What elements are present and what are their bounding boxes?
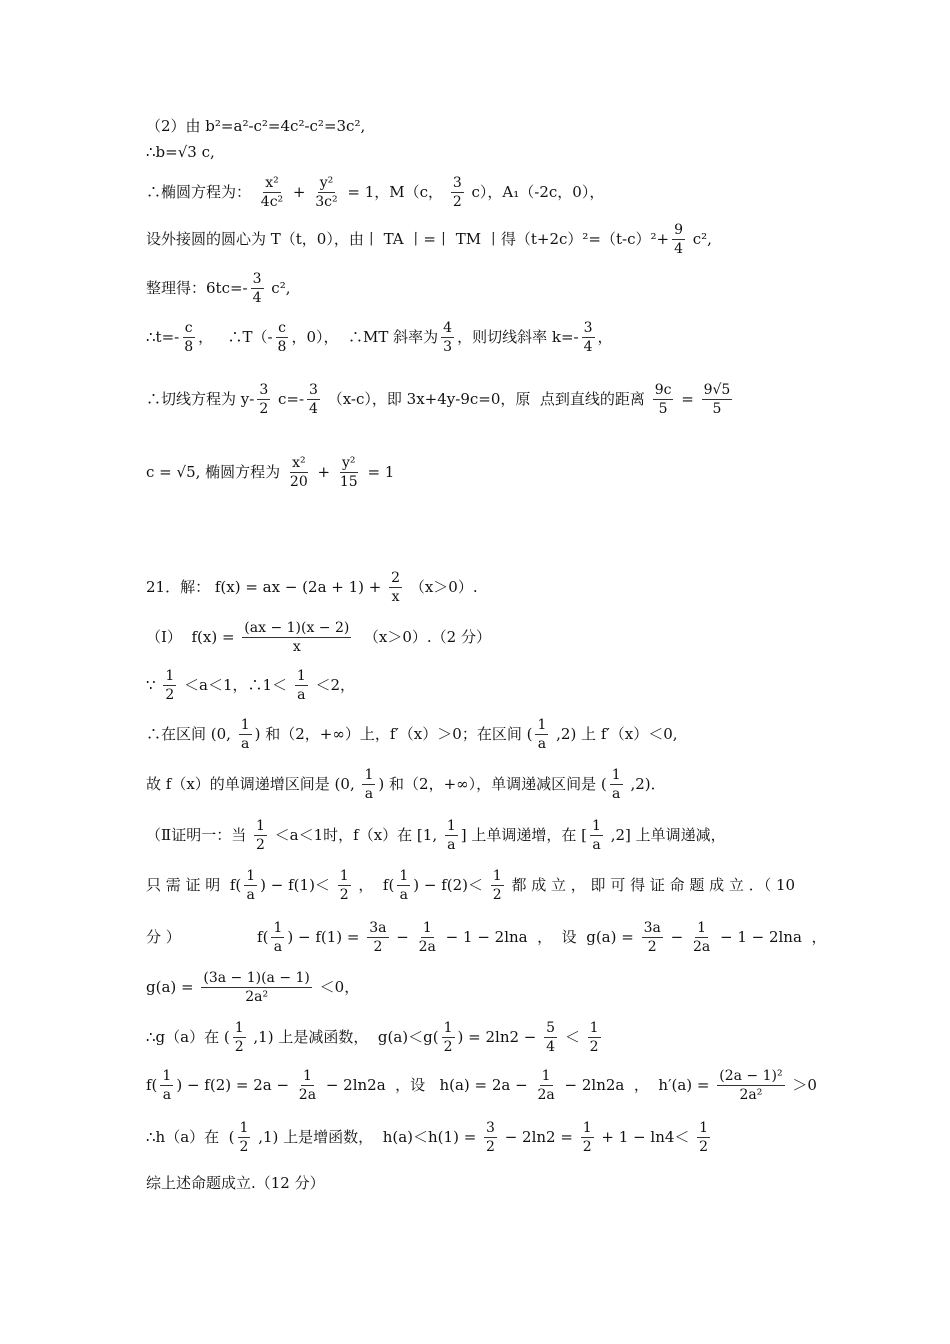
fraction-numerator: 1 xyxy=(160,1068,173,1086)
fraction xyxy=(484,1120,497,1155)
fraction-denominator: x xyxy=(292,639,301,656)
fraction-numerator: 4 xyxy=(441,320,454,338)
fraction xyxy=(697,1120,710,1155)
fraction xyxy=(251,271,264,306)
text-segment: 整理得：6tc=- xyxy=(146,279,248,298)
fraction xyxy=(238,1120,251,1155)
fraction xyxy=(276,320,289,355)
fraction-denominator: a xyxy=(240,736,250,753)
fraction xyxy=(717,1068,784,1103)
text-segment: − xyxy=(391,928,414,947)
text-line xyxy=(146,570,478,605)
text-segment: （x＞0）.（2 分） xyxy=(354,628,491,647)
fraction-numerator: 1 xyxy=(491,868,504,886)
fraction-denominator: 8 xyxy=(184,339,194,356)
text-line xyxy=(146,668,355,703)
text-segment: ＞0 xyxy=(787,1076,817,1095)
text-line xyxy=(146,1068,817,1103)
fraction-numerator: 3 xyxy=(257,382,270,400)
fraction-denominator: 2 xyxy=(492,887,502,904)
text-segment: ,2) 上 f′（x）＜0, xyxy=(551,725,678,744)
fraction-numerator: 3 xyxy=(484,1120,497,1138)
fraction-denominator: 2 xyxy=(165,687,175,704)
fraction-numerator: 1 xyxy=(338,868,351,886)
fraction-denominator: a xyxy=(364,786,374,803)
fraction-denominator: 3c² xyxy=(315,194,338,211)
text-segment: （Ⅱ证明一：当 xyxy=(146,826,251,845)
fraction-numerator: 3 xyxy=(582,320,595,338)
text-segment: ，0）， ∴MT 斜率为 xyxy=(291,328,439,347)
text-segment: ,1) 上是增函数， h(a)＜h(1) = xyxy=(253,1128,482,1147)
fraction xyxy=(610,767,623,802)
fraction-denominator: 2 xyxy=(239,1139,249,1156)
fraction-numerator: 5 xyxy=(544,1020,557,1038)
fraction-numerator: 3 xyxy=(451,175,464,193)
fraction-denominator: 4 xyxy=(252,290,262,307)
fraction-denominator: 4 xyxy=(674,241,683,258)
text-line xyxy=(146,144,215,161)
text-line xyxy=(146,717,678,752)
text-line xyxy=(146,767,666,802)
fraction-denominator: a xyxy=(592,837,601,854)
fraction-numerator: 1 xyxy=(421,920,434,938)
fraction xyxy=(182,320,195,355)
text-segment: 都 成 立 ， 即 可 得 证 命 题 成 立 ．（ 10 xyxy=(506,876,796,895)
fraction-denominator: 2 xyxy=(589,1039,599,1056)
text-segment: ) = 2ln2 − xyxy=(457,1028,542,1047)
text-segment: ∴切线方程为 y- xyxy=(146,390,255,409)
fraction xyxy=(590,818,603,853)
text-segment: ∴椭圆方程为： xyxy=(146,183,256,202)
fraction xyxy=(313,175,339,210)
fraction-denominator: a xyxy=(399,887,408,904)
text-segment: （2）由 b²=a²-c²=4c²-c²=3c², xyxy=(146,117,366,135)
text-line xyxy=(146,868,795,903)
text-segment: − 2ln2 = xyxy=(499,1128,578,1147)
text-segment: − 1 − 2lna ， xyxy=(715,928,827,947)
fraction-denominator: 15 xyxy=(339,474,358,491)
fraction xyxy=(588,1020,601,1055)
fraction-denominator: a xyxy=(537,736,547,753)
fraction-denominator: a xyxy=(273,939,283,956)
text-segment: ＜a＜1时，f（x）在 [1, xyxy=(269,826,442,845)
text-segment: ,2] 上单调递减， xyxy=(605,826,726,845)
text-segment: 只 需 证 明 f( xyxy=(146,876,242,895)
text-segment: ， ∴T（- xyxy=(198,328,273,347)
fraction-numerator: 1 xyxy=(610,767,623,785)
fraction xyxy=(295,668,308,703)
fraction xyxy=(239,717,252,752)
fraction xyxy=(544,1020,557,1055)
fraction-numerator: 1 xyxy=(590,818,603,836)
text-segment: ) 和（2，+∞）上，f′（x）＞0；在区间 ( xyxy=(254,725,533,744)
text-segment: ∴h（a）在 ( xyxy=(146,1128,235,1147)
fraction-denominator: 2a xyxy=(537,1087,555,1104)
fraction-numerator: 3a xyxy=(642,920,663,938)
text-line xyxy=(146,271,290,306)
fraction-denominator: 8 xyxy=(277,339,287,356)
text-segment: − xyxy=(665,928,688,947)
text-segment: g(a) = xyxy=(146,978,199,997)
text-segment: + xyxy=(312,463,335,482)
fraction-denominator: a xyxy=(162,1087,172,1104)
fraction-numerator: 1 xyxy=(239,717,252,735)
text-segment: ,2)． xyxy=(625,775,666,794)
fraction xyxy=(288,455,310,490)
fraction-denominator: 2 xyxy=(373,939,383,956)
fraction xyxy=(367,920,388,955)
text-segment: c², xyxy=(266,279,291,298)
text-segment: ＜0， xyxy=(314,978,360,997)
fraction-numerator: 9c xyxy=(653,382,674,400)
fraction-numerator: 1 xyxy=(163,668,176,686)
fraction-denominator: 4 xyxy=(583,339,593,356)
fraction-denominator: 2 xyxy=(339,887,349,904)
text-segment: − 2ln2a ，设 h(a) = 2a − xyxy=(321,1076,533,1095)
fraction-numerator: 3 xyxy=(307,382,320,400)
text-segment: ] 上单调递增，在 [ xyxy=(460,826,588,845)
fraction xyxy=(242,620,351,655)
text-segment: c=- xyxy=(273,390,305,409)
text-segment: − 1 − 2lna ， 设 g(a) = xyxy=(440,928,639,947)
fraction-numerator: (3a − 1)(a − 1) xyxy=(201,970,312,988)
fraction xyxy=(163,668,176,703)
fraction xyxy=(642,920,663,955)
text-segment: ) − f(1)＜ xyxy=(260,876,335,895)
text-segment: + xyxy=(288,183,311,202)
fraction-numerator: 1 xyxy=(581,1120,594,1138)
fraction xyxy=(441,320,454,355)
text-segment: 分 ） f( xyxy=(146,928,269,947)
text-line xyxy=(146,1175,325,1192)
text-line xyxy=(146,920,826,955)
fraction xyxy=(442,1020,455,1055)
fraction xyxy=(160,1068,173,1103)
fraction-numerator: 1 xyxy=(301,1068,314,1086)
fraction-numerator: 1 xyxy=(540,1068,553,1086)
fraction-denominator: 2 xyxy=(255,837,265,854)
text-segment: ,1) 上是减函数， g(a)＜g( xyxy=(248,1028,439,1047)
fraction-denominator: 2 xyxy=(582,1139,592,1156)
fraction-numerator: x² xyxy=(263,175,281,193)
text-segment: f( xyxy=(146,1076,158,1095)
fraction xyxy=(672,222,685,257)
fraction xyxy=(257,382,270,417)
text-segment: （x-c），即 3x+4y-9c=0，原 点到直线的距离 xyxy=(322,390,650,409)
fraction-denominator: 2 xyxy=(699,1139,709,1156)
text-segment: （Ⅰ） f(x) = xyxy=(146,628,240,647)
text-line xyxy=(146,175,604,210)
fraction xyxy=(417,920,438,955)
text-segment: ，则切线斜率 k=- xyxy=(457,328,579,347)
fraction-denominator: a xyxy=(612,786,621,803)
fraction xyxy=(389,570,402,605)
text-line xyxy=(146,222,712,257)
fraction-denominator: 2 xyxy=(259,401,269,418)
fraction xyxy=(653,382,674,417)
fraction-denominator: x xyxy=(391,589,400,606)
text-segment: 故 f（x）的单调递增区间是 (0, xyxy=(146,775,360,794)
fraction xyxy=(201,970,312,1005)
fraction-denominator: a xyxy=(297,687,306,704)
fraction-numerator: 2 xyxy=(389,570,402,588)
text-segment: − 2ln2a ， h′(a) = xyxy=(559,1076,715,1095)
fraction-denominator: 5 xyxy=(658,401,668,418)
text-segment: ) − f(1) = xyxy=(287,928,365,947)
fraction-numerator: 3a xyxy=(367,920,388,938)
fraction-denominator: 2a xyxy=(692,939,711,956)
fraction xyxy=(259,175,285,210)
fraction-numerator: 1 xyxy=(233,1020,246,1038)
fraction-denominator: 3 xyxy=(443,339,453,356)
fraction xyxy=(397,868,410,903)
fraction xyxy=(445,818,458,853)
fraction xyxy=(582,320,595,355)
fraction-denominator: 4 xyxy=(309,401,318,418)
text-line xyxy=(146,320,613,355)
fraction-numerator: 1 xyxy=(397,868,410,886)
fraction xyxy=(451,175,464,210)
fraction-denominator: 2a² xyxy=(245,989,269,1006)
text-segment: c），A₁（-2c，0）， xyxy=(466,183,605,202)
fraction-denominator: 2 xyxy=(452,194,462,211)
text-line xyxy=(146,118,365,135)
fraction-numerator: 3 xyxy=(251,271,264,289)
fraction-denominator: 2 xyxy=(443,1039,453,1056)
text-segment: = 1，M（c， xyxy=(342,183,448,202)
text-segment: 设外接圆的圆心为 T（t，0），由丨 TA 丨=丨 TM 丨得（t+2c）²=（t-c）²+ xyxy=(146,230,670,249)
fraction xyxy=(581,1120,594,1155)
fraction-denominator: a xyxy=(246,887,255,904)
text-line xyxy=(146,818,726,853)
fraction xyxy=(244,868,257,903)
fraction xyxy=(271,920,284,955)
fraction-numerator: 1 xyxy=(254,818,267,836)
fraction-numerator: 1 xyxy=(535,717,548,735)
fraction-denominator: 5 xyxy=(712,401,722,418)
fraction xyxy=(338,455,360,490)
text-line xyxy=(146,382,735,417)
fraction-numerator: y² xyxy=(340,455,358,473)
text-line xyxy=(146,1020,604,1055)
fraction-denominator: a xyxy=(447,837,456,854)
fraction-numerator: y² xyxy=(318,175,336,193)
fraction-numerator: 9 xyxy=(672,222,685,240)
fraction xyxy=(535,1068,556,1103)
fraction xyxy=(702,382,733,417)
fraction-numerator: 1 xyxy=(244,868,257,886)
fraction-denominator: 2 xyxy=(234,1039,244,1056)
text-segment: c², xyxy=(688,230,712,249)
fraction xyxy=(338,868,351,903)
text-line xyxy=(146,620,491,655)
fraction xyxy=(307,382,320,417)
text-segment: （x＞0）. xyxy=(405,578,478,597)
text-segment: ∴g（a）在 ( xyxy=(146,1028,230,1047)
text-line xyxy=(146,970,359,1005)
text-segment: + 1 − ln4＜ xyxy=(596,1128,695,1147)
text-segment: ) 和（2，+∞），单调递减区间是 ( xyxy=(378,775,607,794)
text-segment: ∴b=√3 c, xyxy=(146,143,215,161)
fraction-numerator: 1 xyxy=(295,668,308,686)
text-segment: ) − f(2)＜ xyxy=(413,876,488,895)
fraction-numerator: c xyxy=(183,320,195,338)
fraction-denominator: 20 xyxy=(289,474,308,491)
text-line xyxy=(146,1120,713,1155)
text-segment: ＜ xyxy=(560,1028,585,1047)
text-segment: 21．解： f(x) = ax − (2a + 1) + xyxy=(146,578,387,597)
fraction-denominator: 2a xyxy=(298,1087,317,1104)
fraction xyxy=(691,920,712,955)
fraction xyxy=(362,767,375,802)
fraction-numerator: 1 xyxy=(442,1020,455,1038)
fraction-denominator: 2a² xyxy=(739,1087,763,1104)
text-segment: = xyxy=(676,390,699,409)
fraction-numerator: x² xyxy=(290,455,308,473)
text-line xyxy=(146,455,394,490)
text-segment: ， xyxy=(597,328,613,347)
fraction-denominator: 4c² xyxy=(260,194,284,211)
fraction-numerator: (ax − 1)(x − 2) xyxy=(242,620,351,638)
fraction-numerator: 1 xyxy=(588,1020,601,1038)
fraction-numerator: 1 xyxy=(697,1120,710,1138)
fraction-numerator: 1 xyxy=(362,767,375,785)
fraction-numerator: 1 xyxy=(445,818,458,836)
text-segment: c = √5, 椭圆方程为 xyxy=(146,463,285,482)
fraction xyxy=(233,1020,246,1055)
fraction-numerator: (2a − 1)² xyxy=(717,1068,784,1086)
text-segment: ， f( xyxy=(353,876,395,895)
fraction-numerator: 1 xyxy=(695,920,708,938)
fraction-numerator: 9√5 xyxy=(702,382,733,400)
fraction-denominator: 2 xyxy=(486,1139,495,1156)
fraction-denominator: 2a xyxy=(418,939,436,956)
text-segment: ) − f(2) = 2a − xyxy=(176,1076,294,1095)
fraction xyxy=(297,1068,318,1103)
fraction xyxy=(491,868,504,903)
text-segment: 综上述命题成立.（12 分） xyxy=(146,1174,325,1192)
text-segment: ∴在区间 (0, xyxy=(146,725,236,744)
fraction-numerator: 1 xyxy=(238,1120,251,1138)
fraction-denominator: 2 xyxy=(647,939,657,956)
text-segment: ∴t=- xyxy=(146,328,180,347)
fraction-numerator: c xyxy=(276,320,288,338)
text-segment: = 1 xyxy=(362,463,395,482)
text-segment: ∵ xyxy=(146,676,161,695)
fraction xyxy=(535,717,548,752)
fraction-denominator: 4 xyxy=(546,1039,556,1056)
text-segment: ＜a＜1，∴1＜ xyxy=(179,676,292,695)
fraction-numerator: 1 xyxy=(271,920,284,938)
text-segment: ＜2， xyxy=(310,676,356,695)
fraction xyxy=(254,818,267,853)
